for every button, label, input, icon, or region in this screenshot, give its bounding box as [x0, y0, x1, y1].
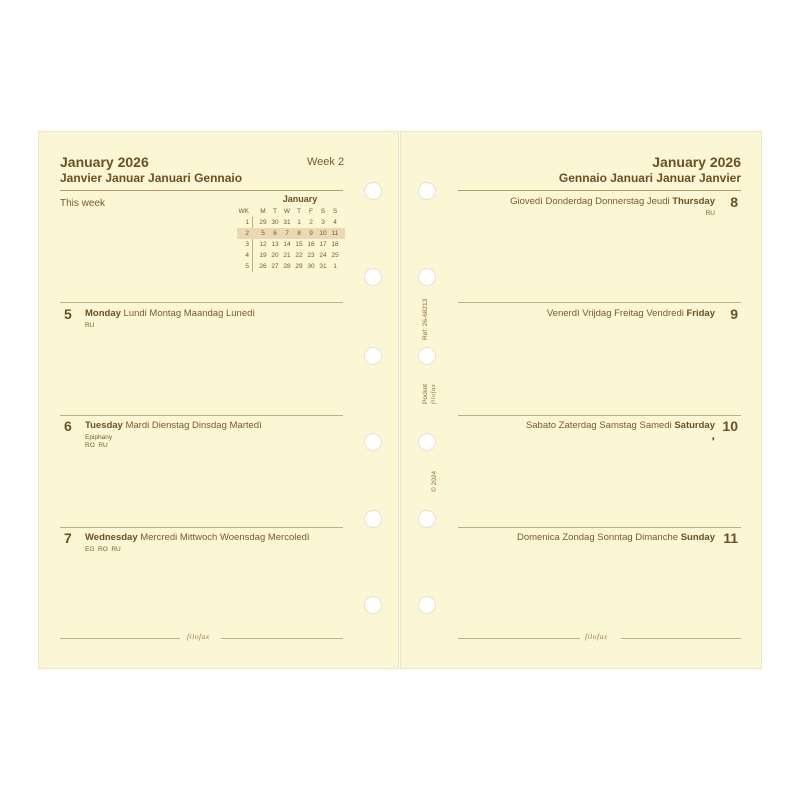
- spine-brand: filofax: [430, 383, 437, 404]
- mini-calendar: [237, 193, 345, 278]
- mini-calendar-day: 23: [307, 252, 315, 259]
- day-block-wednesday[interactable]: [60, 530, 343, 630]
- day-names: [517, 532, 715, 543]
- mini-calendar-day: 11: [331, 230, 339, 237]
- day-others: Domenica Zondag Sonntag Dimanche: [516, 532, 679, 543]
- section-rule: [458, 302, 741, 303]
- mini-calendar-day: 31: [319, 263, 327, 270]
- punch-hole: [364, 510, 382, 528]
- day-names: [85, 532, 310, 543]
- mini-calendar-day: 1: [297, 219, 301, 226]
- mini-calendar-day: 25: [331, 252, 339, 259]
- day-primary: Sunday: [680, 532, 715, 543]
- mini-calendar-grid: [237, 206, 345, 278]
- mini-calendar-day: 30: [271, 219, 279, 226]
- day-note: RU: [85, 322, 95, 329]
- mini-calendar-week-number: 3: [245, 241, 249, 248]
- mini-calendar-day: 24: [319, 252, 327, 259]
- right-month-languages: Gennaio Januari Januar Janvier: [558, 171, 741, 185]
- mini-calendar-week-row: [237, 261, 345, 272]
- day-block-saturday[interactable]: [458, 418, 741, 518]
- mini-calendar-day: 16: [307, 241, 315, 248]
- day-block-sunday[interactable]: [458, 530, 741, 630]
- day-others: Giovedì Donderdag Donnerstag Jeudi: [510, 196, 670, 207]
- day-primary: Saturday: [674, 420, 715, 431]
- mini-calendar-day: 15: [295, 241, 303, 248]
- day-number: 11: [723, 530, 738, 546]
- mini-calendar-day: 26: [259, 263, 267, 270]
- mini-calendar-day: 1: [333, 263, 337, 270]
- mini-calendar-day: 22: [295, 252, 303, 259]
- mini-calendar-week-row: [237, 228, 345, 239]
- section-rule: [60, 302, 343, 303]
- punch-hole: [418, 347, 436, 365]
- mini-calendar-day: 18: [331, 241, 339, 248]
- punch-hole: [418, 596, 436, 614]
- punch-hole: [364, 182, 382, 200]
- mini-calendar-week-row: [237, 217, 345, 228]
- day-number: 9: [730, 306, 738, 322]
- day-primary: Thursday: [672, 196, 715, 207]
- mini-calendar-week-row: [237, 250, 345, 261]
- section-rule: [458, 415, 741, 416]
- mini-calendar-day: 29: [259, 219, 267, 226]
- day-number: 10: [722, 418, 738, 434]
- footer-rule-left: [458, 638, 580, 639]
- mini-calendar-day: 6: [273, 230, 277, 237]
- day-names: [547, 308, 715, 319]
- footer-rule-left: [60, 638, 180, 639]
- brand-logo: filofax: [585, 632, 608, 641]
- mini-calendar-day: 27: [271, 263, 279, 270]
- day-primary: Monday: [85, 308, 121, 319]
- section-rule: [60, 527, 343, 528]
- mini-calendar-header-cell: S: [332, 208, 338, 215]
- left-page: [39, 132, 398, 668]
- section-rule: [458, 527, 741, 528]
- day-note: RU: [705, 210, 715, 217]
- country-codes: RO RU: [85, 442, 108, 449]
- punch-hole: [364, 268, 382, 286]
- mini-calendar-day: 8: [297, 230, 301, 237]
- footer-rule-right: [621, 638, 741, 639]
- holiday-note: Epiphany: [85, 434, 113, 441]
- day-primary: Friday: [686, 308, 715, 319]
- mini-calendar-day: 9: [309, 230, 313, 237]
- mini-calendar-day: 30: [307, 263, 315, 270]
- mini-calendar-week-row: [237, 239, 345, 250]
- mini-calendar-header-cell: T: [297, 208, 301, 215]
- header-rule: [60, 190, 343, 191]
- mini-calendar-day: 13: [271, 241, 279, 248]
- day-primary: Tuesday: [85, 420, 123, 431]
- mini-calendar-day: 28: [283, 263, 291, 270]
- day-primary: Wednesday: [85, 532, 138, 543]
- mini-calendar-week-number: 5: [245, 263, 249, 270]
- day-names: [85, 308, 255, 319]
- mini-calendar-day: 29: [295, 263, 303, 270]
- day-number: 5: [64, 306, 72, 322]
- mini-calendar-day: 4: [333, 219, 337, 226]
- day-others: Venerdì Vrijdag Freitag Vendredi: [546, 308, 684, 319]
- mini-calendar-header-cell: W: [283, 208, 291, 215]
- mini-calendar-day: 2: [309, 219, 313, 226]
- spine-copyright: © 2024: [431, 470, 438, 492]
- day-number: 6: [64, 418, 72, 434]
- week-number: Week 2: [307, 156, 345, 168]
- mini-calendar-day: 17: [319, 241, 327, 248]
- mini-calendar-header-cell: WK: [238, 208, 249, 215]
- day-number: 7: [64, 530, 72, 546]
- mini-calendar-day: 20: [271, 252, 279, 259]
- day-others: Mardi Dienstag Dinsdag Martedì: [125, 420, 262, 431]
- spine-ref: Ref: 26-68213: [422, 298, 429, 340]
- mini-calendar-header-cell: T: [273, 208, 277, 215]
- punch-hole: [364, 596, 382, 614]
- mini-calendar-header: [237, 206, 345, 217]
- mini-calendar-day: 31: [283, 219, 291, 226]
- day-others: Lundi Montag Maandag Lunedì: [123, 308, 256, 319]
- left-month-title: January 2026: [60, 154, 149, 170]
- mini-calendar-day: 21: [283, 252, 291, 259]
- day-block-thursday[interactable]: [458, 194, 741, 294]
- day-number: 8: [730, 194, 738, 210]
- country-codes: EG RO RU: [85, 546, 121, 553]
- mini-calendar-title: January: [282, 194, 318, 204]
- mini-calendar-header-cell: M: [260, 208, 266, 215]
- day-others: Mercredi Mittwoch Woensdag Mercoledì: [140, 532, 310, 543]
- day-names: [526, 420, 715, 431]
- mini-calendar-day: 7: [285, 230, 289, 237]
- day-block-friday[interactable]: [458, 306, 741, 406]
- punch-hole: [418, 182, 436, 200]
- moon-phase-icon: ◑: [710, 434, 715, 443]
- day-others: Sabato Zaterdag Samstag Samedi: [525, 420, 672, 431]
- mini-calendar-week-number: 1: [245, 219, 249, 226]
- day-block-monday[interactable]: [60, 306, 343, 406]
- right-month-title: January 2026: [652, 154, 741, 170]
- punch-hole: [418, 433, 436, 451]
- spine-size: Pocket: [422, 384, 429, 404]
- mini-calendar-day: 14: [283, 241, 291, 248]
- mini-calendar-day: 3: [321, 219, 325, 226]
- punch-hole: [418, 510, 436, 528]
- punch-hole: [364, 433, 382, 451]
- mini-calendar-day: 12: [259, 241, 267, 248]
- day-names: [510, 196, 715, 207]
- header-rule: [458, 190, 741, 191]
- section-rule: [60, 415, 343, 416]
- mini-calendar-day: 19: [259, 252, 267, 259]
- mini-calendar-header-cell: F: [309, 208, 313, 215]
- day-names: [85, 420, 262, 431]
- left-month-languages: Janvier Januar Januari Gennaio: [60, 171, 243, 185]
- footer-rule-right: [221, 638, 343, 639]
- right-page: [401, 132, 761, 668]
- mini-calendar-day: 10: [319, 230, 327, 237]
- this-week-label: This week: [60, 198, 106, 209]
- brand-logo: filofax: [187, 632, 210, 641]
- mini-calendar-week-number: 4: [245, 252, 249, 259]
- mini-calendar-header-cell: S: [320, 208, 326, 215]
- mini-calendar-day: 5: [261, 230, 265, 237]
- day-block-tuesday[interactable]: [60, 418, 343, 518]
- mini-calendar-week-number: 2: [245, 230, 249, 237]
- punch-hole: [418, 268, 436, 286]
- punch-hole: [364, 347, 382, 365]
